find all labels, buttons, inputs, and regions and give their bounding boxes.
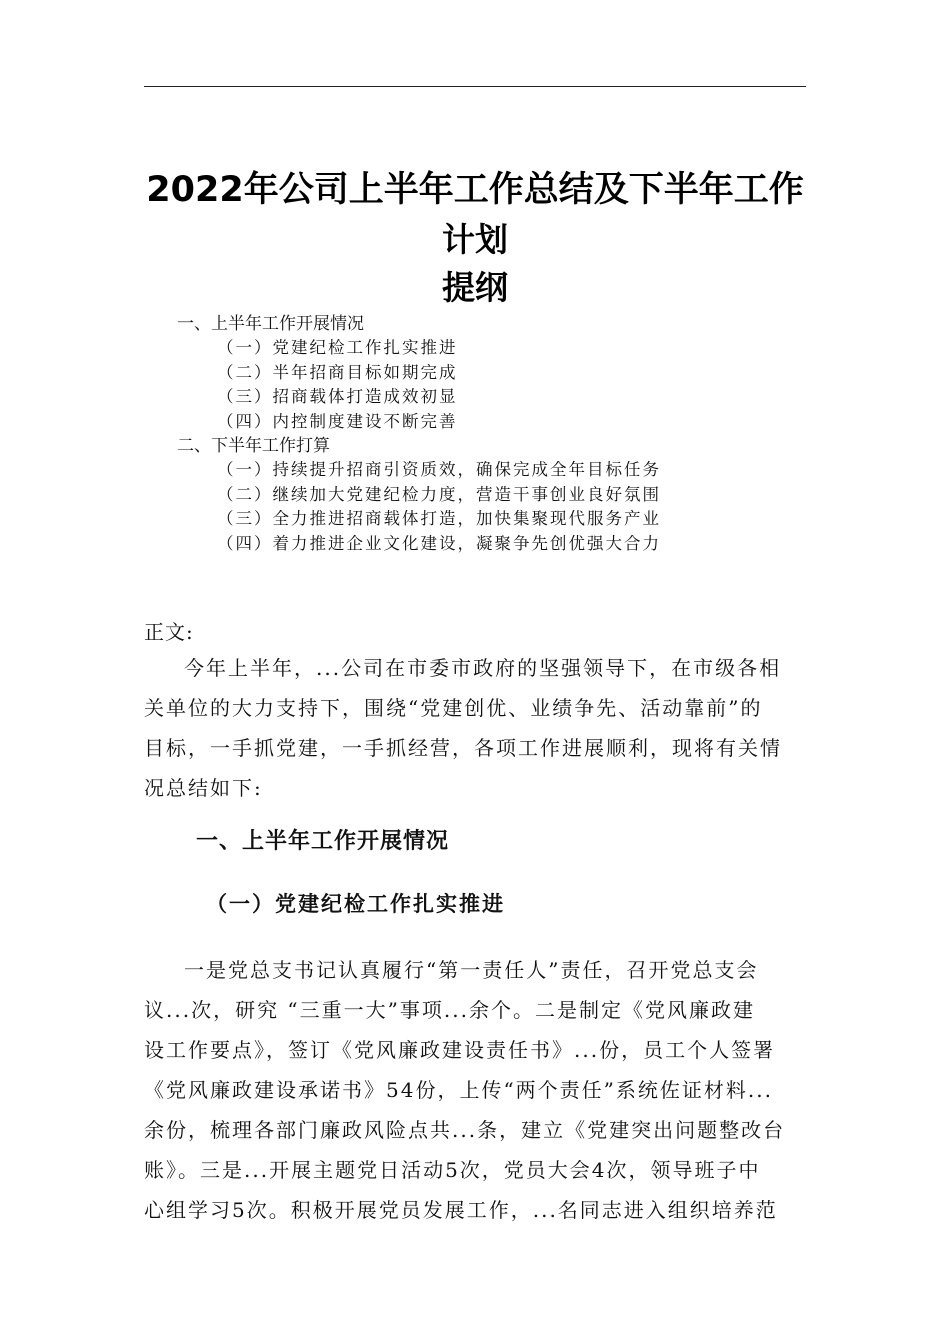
paragraph-line: 议...次，研究 “三重一大”事项...余个。二是制定《党风廉政建 [144, 998, 755, 1022]
subsection-heading: （一）党建纪检工作扎实推进 [206, 891, 505, 916]
body-paragraph [144, 950, 812, 1230]
outline-item: （三）招商载体打造成效初显 [217, 387, 458, 406]
document-title-line-3: 提纲 [442, 268, 508, 307]
outline [177, 312, 797, 556]
document-title-line-1: 2022年公司上半年工作总结及下半年工作 [146, 170, 804, 210]
outline-heading: 一、上半年工作开展情况 [177, 314, 364, 334]
outline-item: （一）党建纪检工作扎实推进 [217, 338, 458, 357]
intro-paragraph [144, 648, 812, 808]
outline-item: （二）半年招商目标如期完成 [217, 362, 458, 382]
body-label: 正文: [144, 620, 194, 644]
paragraph-line: 设工作要点》，签订《党风廉政建设责任书》...份，员工个人签署 [144, 1038, 776, 1062]
outline-item: （四）内控制度建设不断完善 [217, 411, 458, 431]
outline-item: （四）着力推进企业文化建设，凝聚争先创优强大合力 [217, 533, 661, 553]
paragraph-line: 余份，梳理各部门廉政风险点共...条，建立《党建突出问题整改台 [144, 1118, 786, 1142]
paragraph-line: 今年上半年，...公司在市委市政府的坚强领导下，在市级各相 [184, 656, 782, 680]
header-rule [144, 86, 806, 87]
paragraph-line: 《党风廉政建设承诺书》54份，上传“两个责任”系统佐证材料... [144, 1078, 773, 1102]
paragraph-line: 账》。三是...开展主题党日活动5次，党员大会4次，领导班子中 [144, 1158, 761, 1182]
outline-heading: 二、下半年工作打算 [177, 436, 330, 456]
outline-item: （二）继续加大党建纪检力度，营造干事创业良好氛围 [217, 484, 661, 504]
paragraph-line: 一是党总支书记认真履行“第一责任人”责任，召开党总支会 [184, 958, 759, 982]
paragraph-line: 关单位的大力支持下，围绕“党建创优、业绩争先、活动靠前”的 [144, 696, 763, 720]
document-title-line-2: 计划 [442, 220, 508, 259]
outline-item: （三）全力推进招商载体打造，加快集聚现代服务产业 [217, 509, 661, 528]
paragraph-line: 况总结如下: [144, 776, 263, 800]
paragraph-line: 心组学习5次。积极开展党员发展工作，...名同志进入组织培养范 [144, 1198, 778, 1222]
outline-item: （一）持续提升招商引资质效，确保完成全年目标任务 [217, 460, 661, 479]
paragraph-line: 目标，一手抓党建，一手抓经营，各项工作进展顺利，现将有关情 [144, 736, 782, 760]
section-heading: 一、上半年工作开展情况 [196, 829, 450, 854]
